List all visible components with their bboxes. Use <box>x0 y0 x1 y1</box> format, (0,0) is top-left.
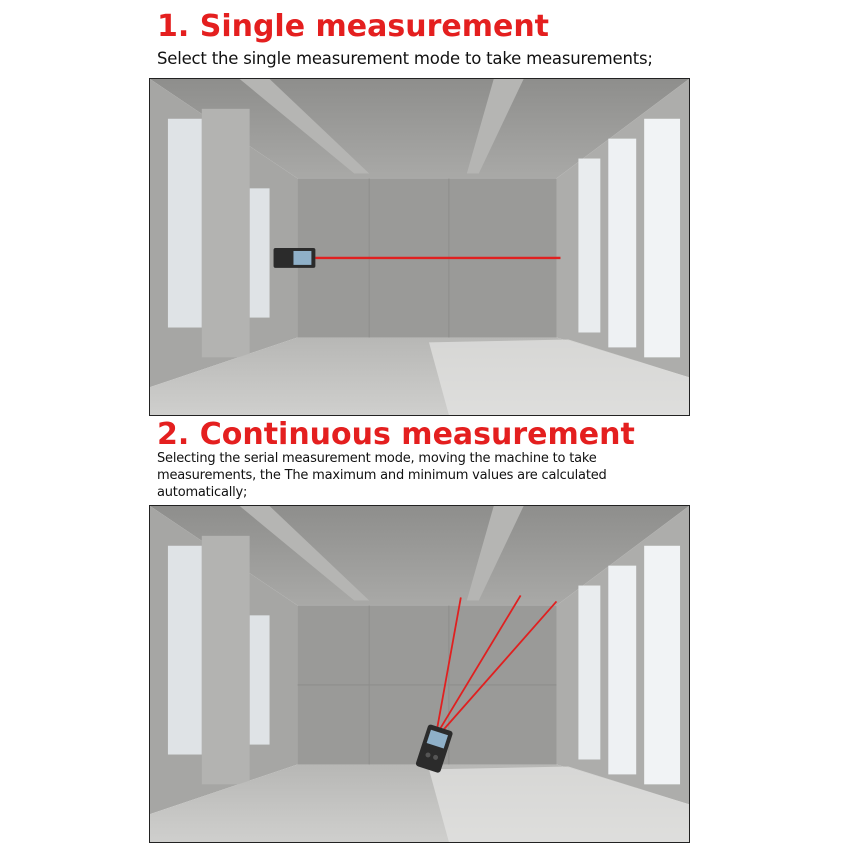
room-laser-single-beam-illustration <box>150 79 689 415</box>
single-measurement-scene <box>149 78 690 416</box>
section-1-description: Select the single measurement mode to take measurements; <box>157 49 653 68</box>
section-1-title: 1. Single measurement <box>157 9 550 44</box>
room-laser-multi-beam-illustration <box>150 506 689 842</box>
continuous-measurement-scene <box>149 505 690 843</box>
section-2-title: 2. Continuous measurement <box>157 417 635 452</box>
section-2-description: Selecting the serial measurement mode, moving the machine to take measurements, the The maximum and minimum values are calculated automatically; <box>157 451 607 500</box>
